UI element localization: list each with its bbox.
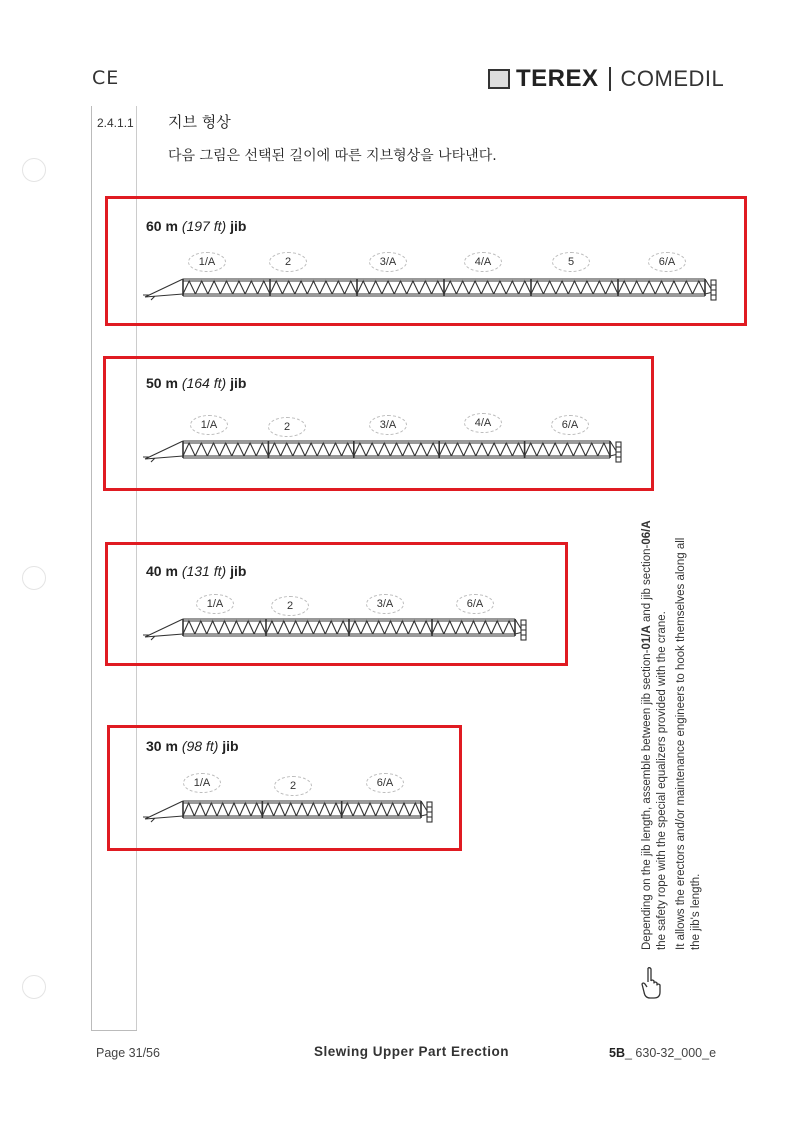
- jib-section-label: 3/A: [369, 415, 407, 435]
- jib-section-label: 5: [552, 252, 590, 272]
- jib-title-50m: 50 m (164 ft) jib: [146, 375, 247, 391]
- jib-title-30m: 30 m (98 ft) jib: [146, 738, 239, 754]
- jib-section-label: 6/A: [551, 415, 589, 435]
- jib-title-60m: 60 m (197 ft) jib: [146, 218, 247, 234]
- punch-hole: [22, 566, 46, 590]
- footer-doc-code: 5B_ 630-32_000_e: [609, 1046, 717, 1060]
- jib-section-label: 2: [269, 252, 307, 272]
- section-title: 지브 형상: [168, 113, 231, 131]
- brand-logo: [488, 66, 724, 92]
- lattice-diagonals: [354, 443, 439, 456]
- safety-rope-note: [640, 520, 708, 950]
- jib-root: [143, 279, 183, 300]
- jib-drawing-50m: [143, 432, 628, 472]
- footer-page-number: Page 31/56: [96, 1046, 160, 1060]
- lattice-diagonals: [183, 621, 266, 634]
- footer-title: Slewing Upper Part Erection: [314, 1044, 510, 1059]
- lattice-diagonals: [525, 443, 610, 456]
- jib-truss: [143, 619, 526, 640]
- lattice-diagonals: [357, 281, 444, 294]
- note-paragraph-1: Depending on the jib length, assemble between jib section-01/A and jib section-06/A the safety rope with the special equalizers provided with the crane.: [641, 520, 668, 950]
- lattice-diagonals: [183, 281, 270, 294]
- lattice-diagonals: [342, 803, 421, 816]
- jib-drawing-30m: [143, 792, 439, 832]
- lattice-diagonals: [618, 281, 705, 294]
- jib-root: [143, 619, 183, 640]
- lattice-diagonals: [531, 281, 618, 294]
- jib-section-label: 3/A: [366, 594, 404, 614]
- lattice-diagonals: [268, 443, 353, 456]
- jib-section-label: 2: [271, 596, 309, 616]
- lattice-diagonals: [266, 621, 349, 634]
- jib-section-label: 2: [274, 776, 312, 796]
- jib-section-label: 2: [268, 417, 306, 437]
- ce-mark: CE: [92, 67, 120, 89]
- terex-emblem-icon: [488, 69, 510, 89]
- lattice-diagonals: [270, 281, 357, 294]
- jib-section-label: 1/A: [190, 415, 228, 435]
- jib-section-label: 6/A: [456, 594, 494, 614]
- jib-title-40m: 40 m (131 ft) jib: [146, 563, 247, 579]
- brand-subname: COMEDIL: [620, 66, 725, 91]
- note-paragraph-2: It allows the erectors and/or maintenance engineers to hook themselves along all the jib's length.: [675, 537, 702, 950]
- lattice-diagonals: [439, 443, 524, 456]
- jib-root: [143, 801, 183, 822]
- lattice-diagonals: [262, 803, 341, 816]
- lattice-diagonals: [349, 621, 432, 634]
- lattice-diagonals: [444, 281, 531, 294]
- pointing-hand-icon: [640, 966, 662, 1000]
- jib-drawing-40m: [143, 610, 533, 650]
- lattice-diagonals: [432, 621, 515, 634]
- punch-hole: [22, 975, 46, 999]
- jib-section-label: 4/A: [464, 252, 502, 272]
- jib-truss: [143, 279, 716, 300]
- brand-separator: [609, 67, 611, 91]
- lattice-diagonals: [183, 443, 268, 456]
- jib-section-label: 1/A: [188, 252, 226, 272]
- jib-section-label: 4/A: [464, 413, 502, 433]
- jib-root: [143, 441, 183, 462]
- jib-truss: [143, 441, 621, 462]
- jib-drawing-60m: [143, 270, 723, 310]
- jib-section-label: 6/A: [648, 252, 686, 272]
- jib-section-label: 3/A: [369, 252, 407, 272]
- jib-section-label: 1/A: [183, 773, 221, 793]
- lattice-diagonals: [183, 803, 262, 816]
- jib-truss: [143, 801, 432, 822]
- section-intro: 다음 그림은 선택된 길이에 따른 지브형상을 나타낸다.: [168, 148, 497, 164]
- margin-rule: [91, 106, 92, 1030]
- jib-section-label: 1/A: [196, 594, 234, 614]
- brand-name: TEREX: [516, 65, 599, 92]
- section-number: 2.4.1.1: [97, 116, 134, 130]
- margin-rule: [91, 1030, 137, 1031]
- punch-hole: [22, 158, 46, 182]
- jib-section-label: 6/A: [366, 773, 404, 793]
